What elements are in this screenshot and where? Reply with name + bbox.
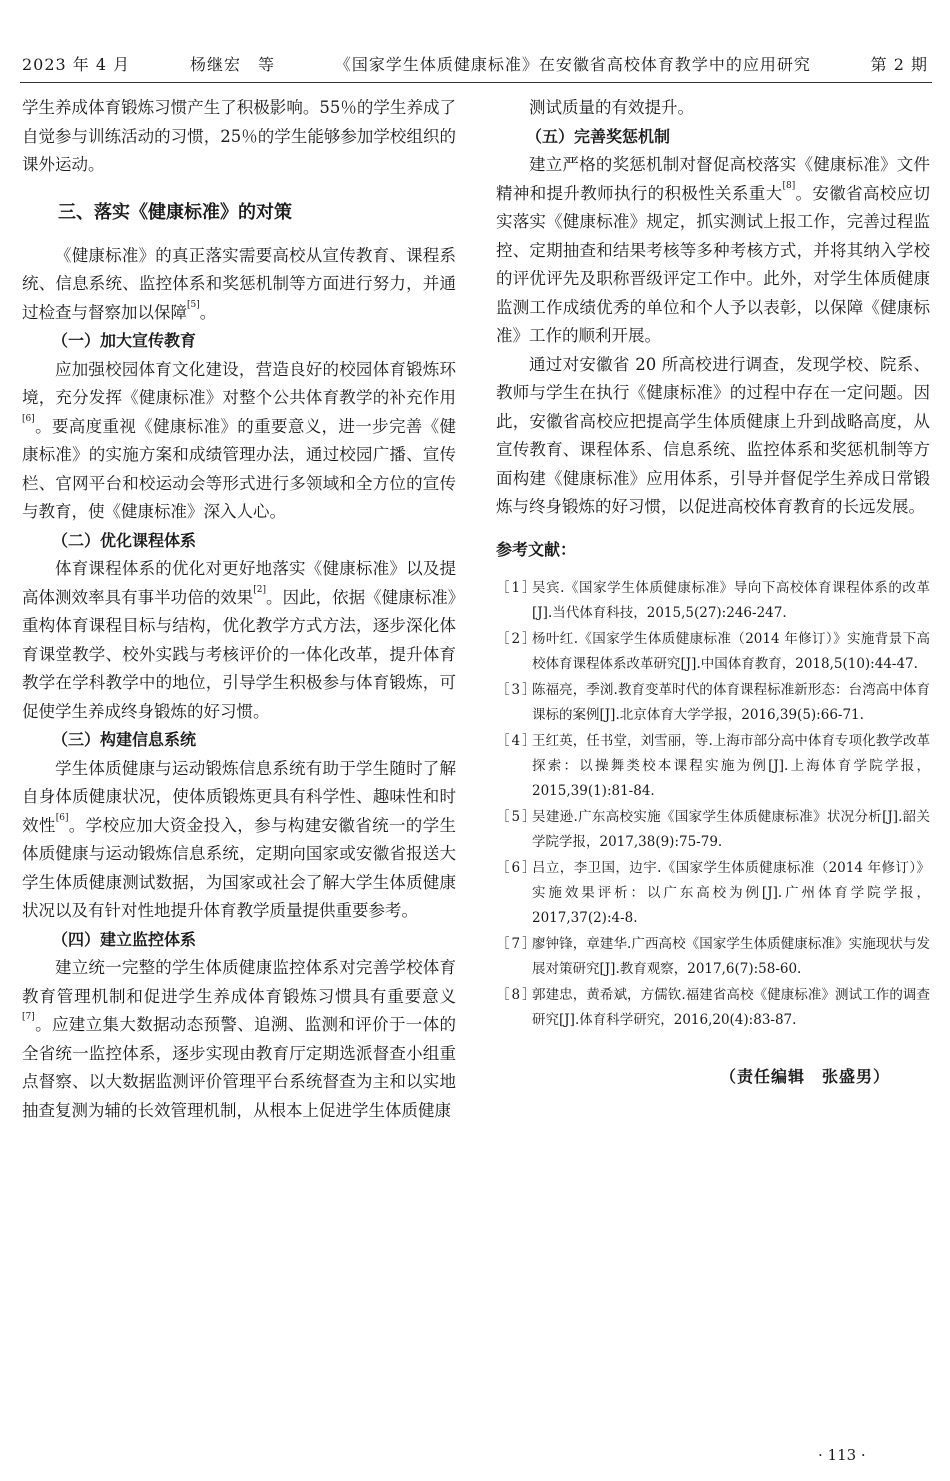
- section-intro: [22, 242, 456, 328]
- reference-text: 吴建逊.广东高校实施《国家学生体质健康标准》状况分析[J].韶关学院学报，2017,38(9):75-79.: [532, 808, 930, 850]
- section-intro-end: 。: [199, 302, 217, 322]
- header-rule: [20, 82, 932, 83]
- body-text: 。要高度重视《健康标准》的重要意义，进一步完善《健康标准》的实施方案和成绩管理办法，通过校园广播、宣传栏、官网平台和校运动会等形式进行多领域和全方位的宣传与教育，使《健康标准》深入人心。: [22, 416, 456, 521]
- citation: [7]: [22, 1012, 35, 1022]
- body-text: 体育课程体系的优化对更好地落实《健康标准》以及提高体测效率具有事半功倍的效果: [22, 559, 456, 607]
- body-text: 学生体质健康与运动锻炼信息系统有助于学生随时了解自身体质健康状况，使体质锻炼更具有科学性、趣味性和时效性: [22, 758, 456, 835]
- reference-number: ［1］: [496, 579, 538, 596]
- reference-text: 廖钟锋，章建华.广西高校《国家学生体质健康标准》实施现状与发展对策研究[J].教育观察，2017,6(7):58-60.: [532, 935, 930, 977]
- body-text: 建立严格的奖惩机制对督促高校落实《健康标准》文件精神和提升教师执行的积极性关系重大: [496, 155, 930, 203]
- subsection-body-1: [22, 356, 456, 527]
- subsection-body-3: [22, 755, 456, 926]
- citation: [6]: [22, 413, 35, 424]
- subsection-body-2: [22, 555, 456, 726]
- body-text: 应加强校园体育文化建设，营造良好的校园体育锻炼环境，充分发挥《健康标准》对整个公共体育教学的补充作用: [22, 359, 456, 407]
- reference-text: 吴宾.《国家学生体质健康标准》导向下高校体育课程体系的改革[J].当代体育科技，2015,5(27):246-247.: [532, 579, 930, 621]
- subsection-title-4: （四）建立监控体系: [52, 929, 197, 949]
- citation: [8]: [782, 180, 796, 191]
- body-text: 建立统一完整的学生体质健康监控体系对完善学校体育教育管理机制和促进学生养成体育锻炼习惯具有重要意义: [22, 958, 456, 1006]
- header-date: 2023 年 4 月: [22, 54, 131, 74]
- subsection-body-5: [496, 151, 930, 351]
- reference-number: ［7］: [496, 935, 538, 952]
- reference-number: ［5］: [496, 808, 538, 825]
- references-list: [496, 576, 930, 1033]
- reference-text: 杨叶红.《国家学生体质健康标准（2014 年修订）》实施背景下高校体育课程体系改革研究[J].中国体育教育，2018,5(10):44-47.: [532, 630, 930, 672]
- reference-text: 陈福亮，季浏.教育变革时代的体育课程标准新形态：台湾高中体育课标的案例[J].北京体育大学学报，2016,39(5):66-71.: [532, 681, 930, 723]
- responsible-editor: （责任编辑 张盛男）: [720, 1066, 891, 1086]
- right-column: [496, 94, 930, 1091]
- reference-item: [496, 678, 930, 728]
- reference-item: [496, 729, 930, 804]
- page-number: · 113 ·: [818, 1446, 866, 1464]
- reference-number: ［3］: [496, 681, 538, 698]
- running-header: [22, 48, 928, 78]
- subsection-title-3: （三）构建信息系统: [52, 730, 197, 749]
- reference-text: 王红英，任书堂，刘雪丽，等.上海市部分高中体育专项化教学改革探索：以操舞类校本课程实施为例[J].上海体育学院学报，2015,39(1):81-84.: [532, 732, 930, 799]
- reference-item: [496, 856, 930, 931]
- reference-item: [496, 983, 930, 1033]
- body-text: 。学校应加大资金投入，参与构建安徽省统一的学生体质健康与运动锻炼信息系统，定期向国家或安徽省报送大学生体质健康测试数据，为国家或社会了解大学生体质健康状况以及有针对性地提升体育教学质量提供重要参考。: [22, 815, 457, 920]
- subsection-title-1: （一）加大宣传教育: [52, 331, 197, 350]
- left-column: [22, 94, 456, 1125]
- body-text: 。安徽省高校应切实落实《健康标准》规定，抓实测试上报工作，完善过程监控、定期抽查和结果考核等多种考核方式，并将其纳入学校的评优评先及职称晋级评定工作中。此外，对学生体质健康监测工作成绩优秀的单位和个人予以表彰，以保障《健康标准》工作的顺利开展。: [496, 183, 931, 345]
- reference-text: 郭建忠，黄希斌，方儒钦.福建省高校《健康标准》测试工作的调查研究[J].体育科学研究，2016,20(4):83-87.: [532, 986, 930, 1028]
- conclusion-paragraph: 通过对安徽省 20 所高校进行调查，发现学校、院系、教师与学生在执行《健康标准》的过程中存在一定问题。因此，安徽省高校应把提高学生体质健康上升到战略高度，从宣传教育、课程体系、信息系统、监控体系和奖惩机制等方面构建《健康标准》应用体系，引导并督促学生养成日常锻炼与终身锻炼的好习惯，以促进高校体育教育的长远发展。: [496, 354, 930, 516]
- section-title: 三、落实《健康标准》的对策: [58, 201, 292, 223]
- subsection-title-5: （五）完善奖惩机制: [526, 126, 671, 146]
- references-title: 参考文献：: [496, 539, 577, 559]
- body-text: 。应建立集大数据动态预警、追溯、监测和评价于一体的全省统一监控体系，逐步实现由教育厅定期选派督查小组重点督察、以大数据监测评价管理平台系统督查为主和以实地抽查复测为辅的长效管理机制，从根本上促进学生体质健康: [22, 1015, 456, 1120]
- section-intro-text: 《健康标准》的真正落实需要高校从宣传教育、课程系统、信息系统、监控体系和奖惩机制等方面进行努力，并通过检查与督察加以保障: [22, 245, 456, 322]
- reference-item: [496, 932, 930, 982]
- body-text: 。因此，依据《健康标准》重构体育课程目标与结构，优化教学方式方法，逐步深化体育课堂教学、校外实践与考核评价的一体化改革，提升体育教学在学科教学中的地位，引导学生积极参与体育锻炼，可促使学生养成终身锻炼的好习惯。: [22, 587, 457, 721]
- header-issue: 第 2 期: [870, 54, 928, 74]
- reference-item: [496, 627, 930, 677]
- citation: [5]: [187, 299, 200, 310]
- reference-item: [496, 805, 930, 855]
- continued-paragraph: 测试质量的有效提升。: [529, 98, 694, 117]
- header-authors: 杨继宏 等: [189, 54, 275, 74]
- reference-item: [496, 576, 930, 626]
- subsection-body-4: [22, 954, 456, 1125]
- intro-paragraph: 学生养成体育锻炼习惯产生了积极影响。55％的学生养成了自觉参与训练活动的习惯，25％的学生能够参加学校组织的课外运动。: [22, 98, 456, 174]
- reference-number: ［8］: [496, 986, 538, 1003]
- reference-text: 吕立，李卫国，边宇.《国家学生体质健康标准（2014 年修订）》实施效果评析：以广东高校为例[J].广州体育学院学报，2017,37(2):4-8.: [532, 859, 930, 926]
- reference-number: ［4］: [496, 732, 538, 749]
- citation: [2]: [253, 584, 267, 595]
- subsection-title-2: （二）优化课程体系: [52, 530, 197, 550]
- header-title: 《国家学生体质健康标准》在安徽省高校体育教学中的应用研究: [334, 54, 811, 74]
- reference-number: ［6］: [496, 859, 538, 876]
- citation: [6]: [55, 812, 69, 823]
- reference-number: ［2］: [496, 630, 538, 647]
